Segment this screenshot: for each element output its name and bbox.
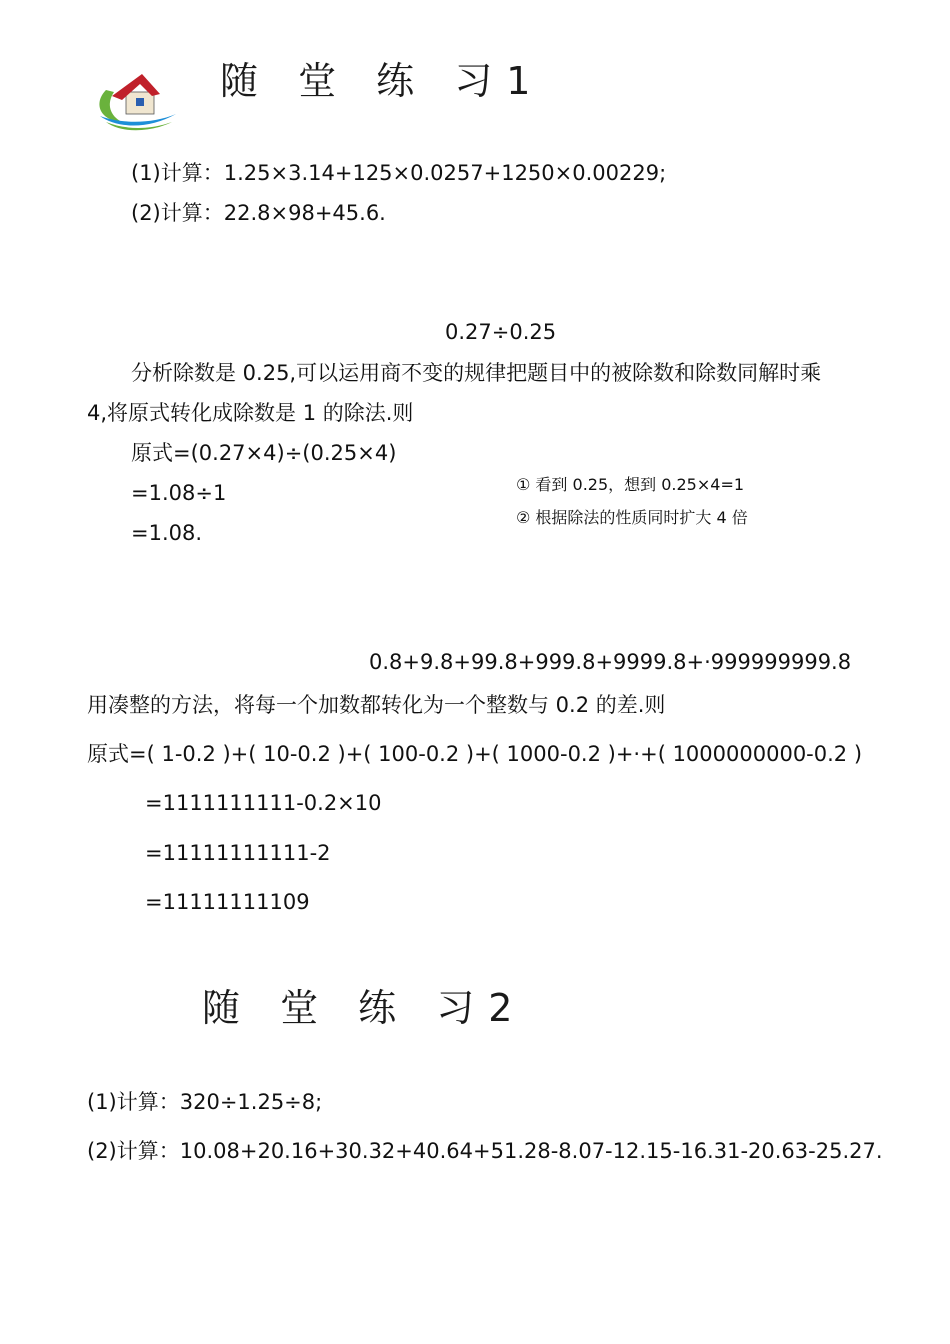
example-1-step-3: =1.08. bbox=[131, 521, 203, 545]
problem-2-1: (1)计算：320÷1.25÷8; bbox=[87, 1090, 323, 1114]
example-1-note-2: ② 根据除法的性质同时扩大 4 倍 bbox=[516, 508, 748, 527]
problem-1-1: (1)计算：1.25×3.14+125×0.0257+1250×0.00229; bbox=[131, 161, 667, 185]
example-2-step-1: 原式=( 1-0.2 )+( 10-0.2 )+( 100-0.2 )+( 1000-0.2 )+·+( 1000000000-0.2 ) bbox=[87, 742, 863, 766]
example-1-analysis-line-2: 4,将原式转化成除数是 1 的除法.则 bbox=[87, 401, 414, 425]
example-2-step-3: =11111111111-2 bbox=[145, 841, 331, 865]
example-1-analysis-line-1: 分析除数是 0.25,可以运用商不变的规律把题目中的被除数和除数同解时乘 bbox=[131, 361, 822, 385]
example-1-step-2: =1.08÷1 bbox=[131, 481, 227, 505]
house-logo-icon bbox=[92, 72, 178, 134]
problem-1-2: (2)计算：22.8×98+45.6. bbox=[131, 201, 386, 225]
example-1-note-1: ① 看到 0.25，想到 0.25×4=1 bbox=[516, 475, 745, 494]
example-2-step-4: =11111111109 bbox=[145, 890, 310, 914]
section-title-2: 随 堂 练 习2 bbox=[202, 986, 527, 1030]
example-1-step-1: 原式=(0.27×4)÷(0.25×4) bbox=[131, 441, 397, 465]
example-2-analysis: 用凑整的方法，将每一个加数都转化为一个整数与 0.2 的差.则 bbox=[87, 693, 666, 717]
logo-window bbox=[136, 98, 144, 106]
problem-2-2: (2)计算：10.08+20.16+30.32+40.64+51.28-8.07-12.15-16.31-20.63-25.27. bbox=[87, 1139, 883, 1163]
example-2-expression: 0.8+9.8+99.8+999.8+9999.8+·999999999.8 bbox=[369, 650, 852, 674]
section-title-1: 随 堂 练 习1 bbox=[220, 59, 545, 103]
example-1-expression: 0.27÷0.25 bbox=[445, 320, 557, 344]
example-2-step-2: =1111111111-0.2×10 bbox=[145, 791, 382, 815]
